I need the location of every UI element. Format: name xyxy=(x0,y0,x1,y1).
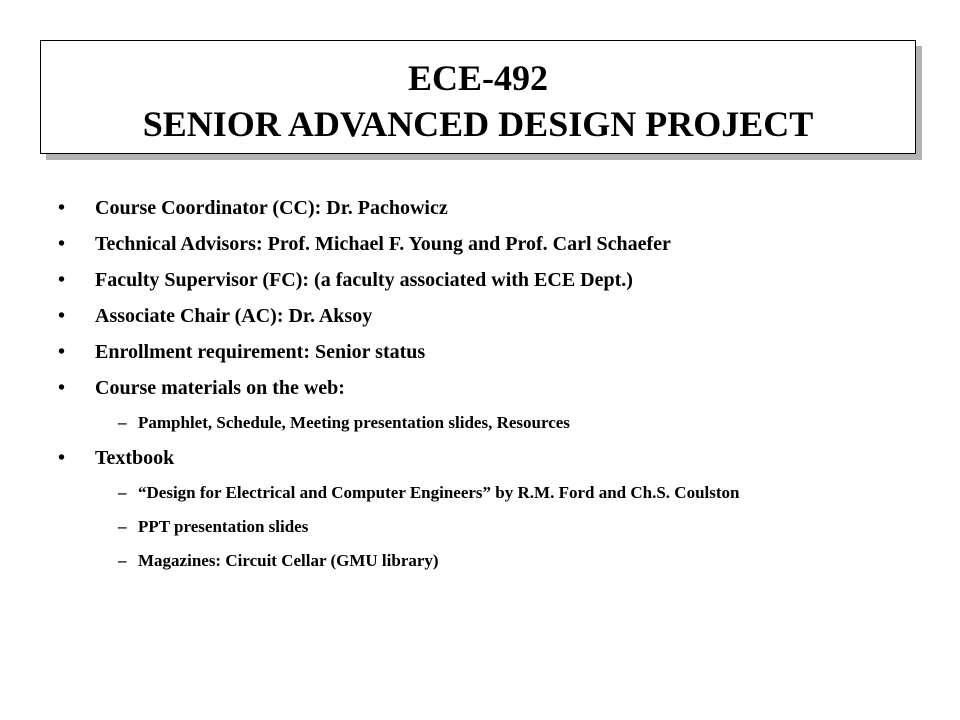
bullet-text: Faculty Supervisor (FC): (a faculty associated with ECE Dept.) xyxy=(95,269,633,291)
sub-item-ppt-slides xyxy=(118,516,868,538)
bullet-item-course-materials xyxy=(58,376,918,400)
bullet-icon: • xyxy=(58,447,66,469)
bullet-icon: • xyxy=(58,305,66,327)
bullet-item-faculty-supervisor xyxy=(58,268,918,292)
dash-icon: – xyxy=(118,483,127,502)
bullet-item-course-coordinator xyxy=(58,196,918,220)
sub-item-text: “Design for Electrical and Computer Engineers” by R.M. Ford and Ch.S. Coulston xyxy=(138,483,740,502)
sub-item-text: Pamphlet, Schedule, Meeting presentation slides, Resources xyxy=(138,413,570,432)
bullet-text: Textbook xyxy=(95,447,175,469)
sub-item-magazines xyxy=(118,550,868,572)
bullet-item-enrollment-requirement xyxy=(58,340,918,364)
bullet-item-technical-advisors xyxy=(58,232,918,256)
bullet-icon: • xyxy=(58,269,66,291)
dash-icon: – xyxy=(118,551,127,570)
sub-item-textbook-title xyxy=(118,482,868,504)
bullet-icon: • xyxy=(58,233,66,255)
bullet-icon: • xyxy=(58,341,66,363)
sub-item-text: PPT presentation slides xyxy=(138,517,309,536)
bullet-item-textbook xyxy=(58,446,918,470)
bullet-text: Course materials on the web: xyxy=(95,377,345,399)
bullet-list xyxy=(58,196,918,584)
course-name-title: SENIOR ADVANCED DESIGN PROJECT xyxy=(142,104,814,144)
bullet-item-associate-chair xyxy=(58,304,918,328)
bullet-text: Associate Chair (AC): Dr. Aksoy xyxy=(95,305,373,327)
bullet-icon: • xyxy=(58,197,66,219)
bullet-text: Technical Advisors: Prof. Michael F. Young and Prof. Carl Schaefer xyxy=(95,233,671,255)
bullet-text: Course Coordinator (CC): Dr. Pachowicz xyxy=(95,197,448,219)
dash-icon: – xyxy=(118,413,127,432)
sub-item-course-materials xyxy=(118,412,868,434)
bullet-text: Enrollment requirement: Senior status xyxy=(95,341,426,363)
title-box xyxy=(40,40,916,154)
sub-item-text: Magazines: Circuit Cellar (GMU library) xyxy=(138,551,439,570)
bullet-icon: • xyxy=(58,377,66,399)
course-code-title: ECE-492 xyxy=(407,58,548,98)
dash-icon: – xyxy=(118,517,127,536)
